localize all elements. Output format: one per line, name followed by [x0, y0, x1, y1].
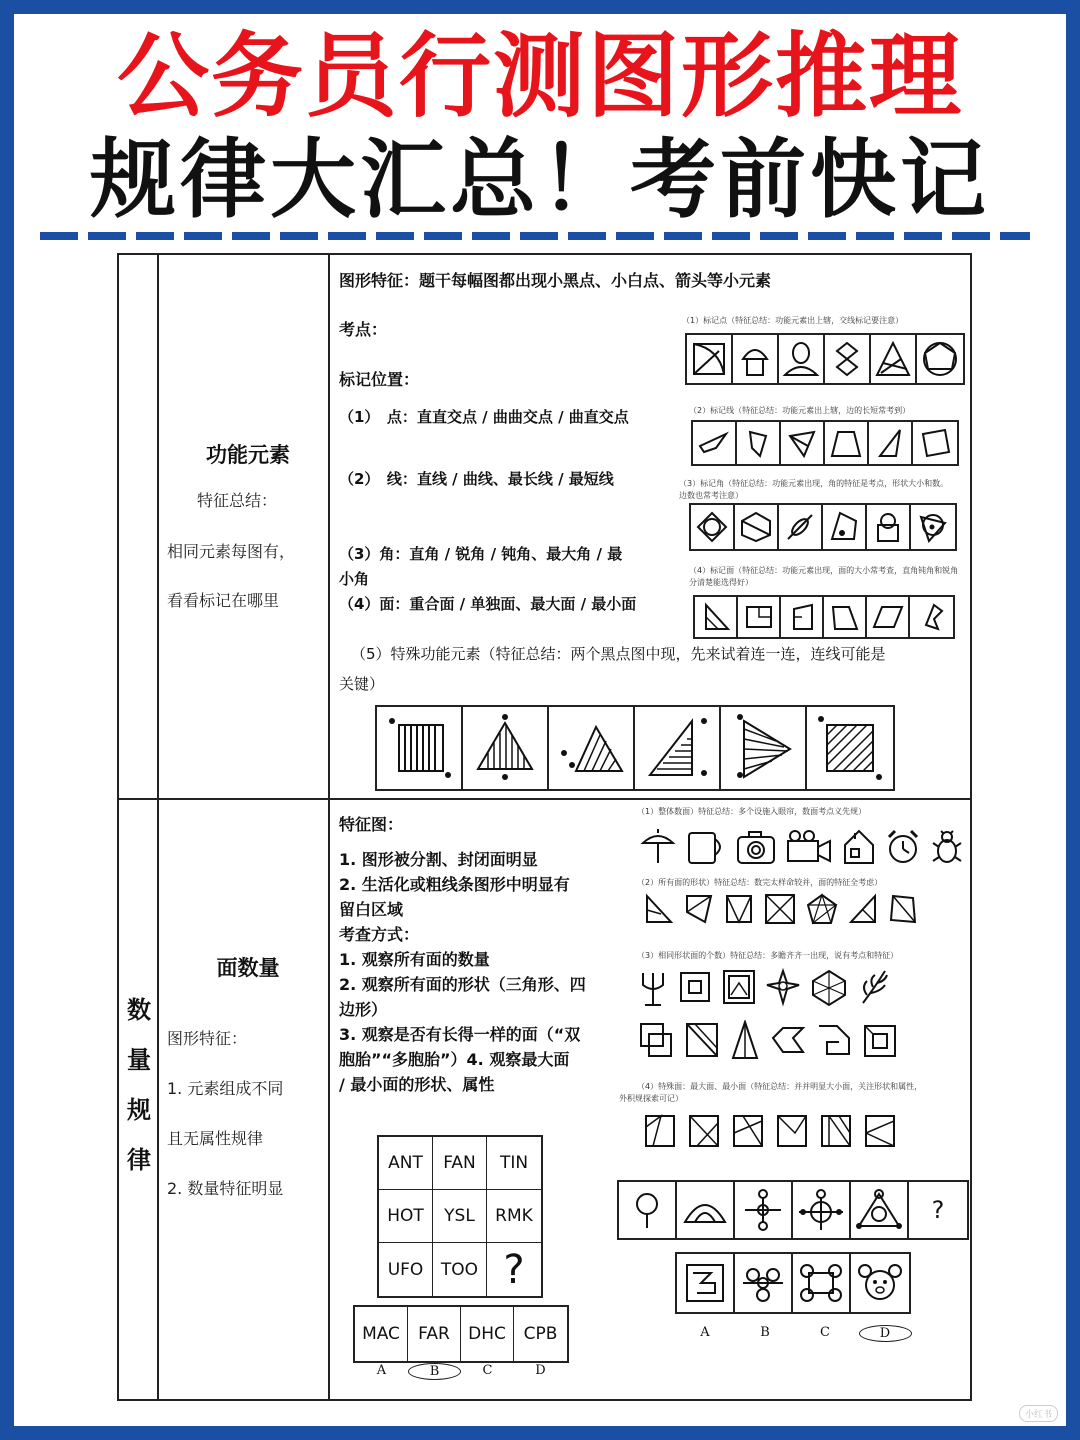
options-row	[675, 1252, 911, 1314]
figure-cell	[691, 505, 735, 549]
option-letter-selected: D	[855, 1325, 915, 1342]
cup-icon	[685, 827, 727, 867]
figure-row-faces	[693, 595, 955, 639]
figure-cell	[825, 422, 869, 464]
shape-figure	[643, 892, 675, 926]
section2-label: 图形特征：	[167, 1029, 248, 1048]
figure-cell	[738, 597, 781, 637]
s1-caption-3b: 边数也常考注意）	[679, 491, 743, 500]
s2-m3a: 3. 观察是否有长得一样的面（“双	[339, 1025, 581, 1044]
figure-cell	[735, 505, 779, 549]
figure-cell	[851, 1254, 909, 1312]
grid-cell: TOO	[433, 1243, 487, 1296]
icon-row-max-min	[643, 1113, 897, 1149]
icon-row-objects	[639, 827, 965, 867]
section1-kaodian: 考点：	[339, 320, 388, 339]
figure-cell	[910, 597, 953, 637]
s2-m3c: / 最小面的形状、属性	[339, 1075, 495, 1094]
section2-title: 面数量	[216, 956, 280, 980]
grid-cell: TIN	[487, 1137, 541, 1190]
question-cell: ?	[931, 1196, 945, 1224]
s1-caption-4: （4）标记面（特征总结：功能元素出现，面的大小常考查，直角钝角和锐角	[689, 566, 959, 575]
s2-caption-2: （2）所有面的形状）特征总结：数完太样命较并，面的特征全考虑）	[637, 878, 883, 887]
letter-grid	[377, 1135, 543, 1298]
section1-item-5b: 关键）	[339, 675, 385, 693]
shape-figure	[731, 1113, 765, 1149]
figure-row-points	[685, 333, 965, 385]
shape-figure	[723, 892, 755, 926]
figure-cell	[721, 707, 807, 789]
watermark: 小红书	[1019, 1405, 1058, 1422]
picture-frame-icon	[721, 967, 757, 1007]
figure-cell	[867, 597, 910, 637]
shape-figure	[683, 1020, 721, 1060]
section1-item-3a: （3）角：直角 / 锐角 / 钝角、最大角 / 最	[339, 545, 623, 563]
shape-figure	[643, 1113, 677, 1149]
figure-cell	[737, 422, 781, 464]
shape-figure	[863, 1113, 897, 1149]
option-cell: MAC	[355, 1307, 408, 1361]
icon-row-twins	[637, 1020, 899, 1060]
option-cell: CPB	[523, 1324, 558, 1344]
section1-item-5a: （5）特殊功能元素（特征总结：两个黑点图中现，先来试着连一连，连线可能是	[351, 645, 886, 663]
section1-item-2: （2） 线：直线 / 曲线、最长线 / 最短线	[339, 470, 614, 488]
leaf-icon	[857, 967, 891, 1007]
grid-cell: UFO	[379, 1243, 433, 1296]
section1-label: 特征总结：	[197, 491, 278, 510]
shape-figure	[805, 892, 839, 926]
figure-cell	[867, 505, 911, 549]
grid-cell: ANT	[379, 1137, 433, 1190]
figure-cell	[677, 1254, 735, 1312]
figure-cell	[735, 1182, 793, 1238]
dashed-divider	[40, 232, 1030, 240]
shape-figure	[683, 892, 715, 926]
title-line-2: 规律大汇总！考前快记	[90, 130, 990, 230]
title-line-1: 公务员行测图形推理	[116, 23, 963, 130]
s2-m1: 1. 观察所有面的数量	[339, 950, 490, 969]
s2-caption-4a: （4）特殊面：最大面、最小面（特征总结：并并明显大小面，关注形状和属性，	[637, 1082, 923, 1091]
letter-options-labels	[355, 1363, 567, 1380]
shape-figure	[815, 1020, 853, 1060]
figure-cell	[917, 335, 963, 383]
camera-icon	[735, 827, 777, 867]
figure-cell	[824, 597, 867, 637]
s2-caption-1: （1）整体数面）特征总结：多个设施入眼帘，数面考点义先规）	[637, 807, 867, 816]
section1-title: 功能元素	[206, 443, 290, 467]
figure-cell	[693, 422, 737, 464]
video-camera-icon	[785, 827, 833, 867]
figure-cell	[823, 505, 867, 549]
s2-feature-title: 特征图：	[339, 815, 404, 834]
figure-cell	[677, 1182, 735, 1238]
section1-item-1: （1） 点：直直交点 / 曲曲交点 / 曲直交点	[339, 408, 629, 426]
icon-row-shapes	[643, 892, 919, 926]
figure-cell	[825, 335, 871, 383]
figure-row-angles	[689, 503, 957, 551]
figure-cell	[913, 422, 957, 464]
shape-figure	[677, 967, 713, 1007]
option-letter: A	[700, 1325, 710, 1340]
figure-cell	[377, 707, 463, 789]
shape-figure	[763, 892, 797, 926]
sun-icon	[765, 967, 801, 1007]
s2-caption-4b: 外积规探索可记）	[619, 1094, 683, 1103]
lamp-icon	[639, 827, 677, 867]
figure-cell	[781, 597, 824, 637]
section1-desc-1: 相同元素每图有，	[167, 542, 296, 561]
letter-options	[353, 1305, 569, 1363]
figure-cell	[733, 335, 779, 383]
shape-figure	[775, 1113, 809, 1149]
figure-cell	[911, 505, 955, 549]
candelabra-icon	[637, 967, 669, 1007]
row-divider	[119, 798, 970, 800]
figure-cell	[695, 597, 738, 637]
shape-figure	[861, 1020, 899, 1060]
figure-cell	[869, 422, 913, 464]
s2-m2a: 2. 观察所有面的形状（三角形、四	[339, 975, 586, 994]
s2-f2a: 2. 生活化或粗线条图形中明显有	[339, 875, 570, 894]
figure-cell	[779, 505, 823, 549]
category-column	[119, 255, 159, 1399]
s2-f1: 1. 图形被分割、封闭面明显	[339, 850, 538, 869]
s2-m2b: 边形）	[339, 1000, 388, 1019]
section2-desc-1: 1. 元素组成不同	[167, 1079, 284, 1098]
option-letter: A	[376, 1363, 387, 1378]
figure-cell	[851, 1182, 909, 1238]
figure-cell	[687, 335, 733, 383]
section1-item-3b: 小角	[339, 570, 370, 588]
shape-figure	[887, 892, 919, 926]
house-icon	[841, 827, 877, 867]
s1-caption-2: （2）标记线（特征总结：功能元素出上辖，边的长短常考到）	[689, 406, 911, 415]
s1-caption-4b: 分清楚能选得好）	[689, 578, 753, 587]
shape-figure	[729, 1020, 761, 1060]
shape-figure	[847, 892, 879, 926]
s1-caption-1: （1）标记点（特征总结：功能元素出上辖，交线标记要注意）	[682, 316, 904, 325]
shape-figure	[769, 1020, 807, 1060]
section1-feature: 图形特征：题干每幅图都出现小黑点、小白点、箭头等小元素	[339, 271, 772, 290]
figure-cell	[779, 335, 825, 383]
hexagon-star-icon	[809, 967, 849, 1007]
s2-caption-3: （3）相同形状面的个数）特征总结：多瞻齐齐一出现，说有考点和特征）	[637, 951, 899, 960]
shape-figure	[637, 1020, 675, 1060]
bug-icon	[929, 827, 965, 867]
figure-cell	[549, 707, 635, 789]
shape-figure	[819, 1113, 853, 1149]
figure-cell	[807, 707, 893, 789]
figure-cell	[793, 1182, 851, 1238]
option-letter: C	[482, 1363, 493, 1378]
s2-m3b: 胞胎”“多胞胎”）4. 观察最大面	[339, 1050, 570, 1069]
grid-cell: RMK	[487, 1190, 541, 1243]
option-cell: FAR	[408, 1307, 461, 1361]
alarm-clock-icon	[885, 827, 921, 867]
section1-item-4: （4）面：重合面 / 单独面、最大面 / 最小面	[339, 595, 637, 613]
figure-cell	[635, 707, 721, 789]
option-letter: C	[820, 1325, 830, 1340]
options-letters-2	[675, 1325, 915, 1342]
shape-figure	[687, 1113, 721, 1149]
option-cell: DHC	[461, 1307, 514, 1361]
option-letter-selected: B	[408, 1363, 461, 1380]
s2-f2b: 留白区域	[339, 900, 404, 919]
figure-cell	[871, 335, 917, 383]
icon-row-same-shapes	[637, 967, 891, 1007]
figure-cell	[781, 422, 825, 464]
s2-method: 考查方式：	[339, 925, 420, 944]
grid-cell: YSL	[433, 1190, 487, 1243]
figure-row-special	[375, 705, 895, 791]
option-letter: D	[535, 1363, 546, 1378]
section1-desc-2: 看看标记在哪里	[167, 591, 280, 610]
grid-question: ?	[503, 1246, 525, 1293]
grid-cell: FAN	[433, 1137, 487, 1190]
row-label-text: 数量规律	[127, 996, 151, 1174]
figure-cell	[463, 707, 549, 789]
option-letter: B	[760, 1325, 770, 1340]
section1-position-label: 标记位置：	[339, 370, 420, 389]
grid-cell: HOT	[379, 1190, 433, 1243]
figure-cell	[619, 1182, 677, 1238]
figure-cell	[735, 1254, 793, 1312]
s1-caption-3: （3）标记角（特征总结：功能元素出现，角的特征是考点，形状大小和数。	[679, 479, 949, 488]
content-table	[117, 253, 972, 1401]
figure-row-lines	[691, 420, 959, 466]
section2-desc-2: 且无属性规律	[167, 1129, 264, 1148]
row-label-quantity	[123, 985, 155, 1185]
topic-column	[159, 255, 330, 1399]
section2-desc-3: 2. 数量特征明显	[167, 1179, 284, 1198]
figure-cell	[793, 1254, 851, 1312]
sequence-row	[617, 1180, 969, 1240]
